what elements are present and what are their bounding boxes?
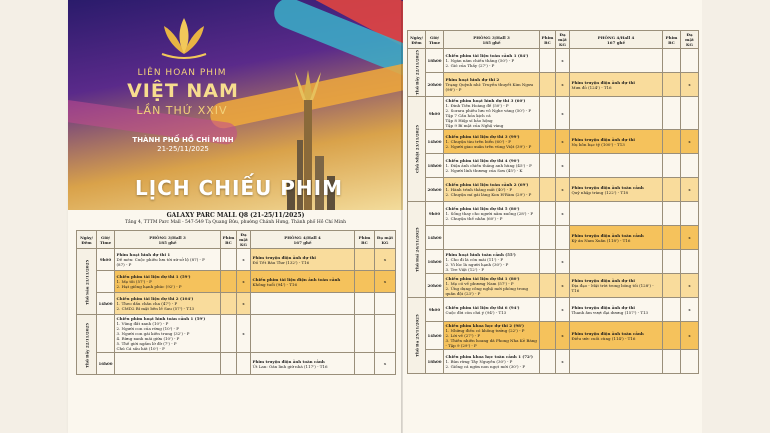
time-cell: 20h00	[426, 274, 444, 298]
hall3-bc-cell	[540, 130, 556, 154]
hall4-program-cell	[570, 73, 663, 97]
hall4-program-cell	[570, 250, 663, 274]
time-cell: 9h00	[426, 97, 444, 130]
day-cell: Thứ Sáu 21/11/2025	[77, 249, 97, 315]
program-title: Chiếu phim tài liệu dự thi 6 (94')	[445, 304, 520, 310]
hall4-bc-cell	[663, 202, 681, 226]
hall3-program-cell	[444, 178, 540, 202]
time-cell: 9h00	[426, 298, 444, 322]
hall3-bc-cell	[540, 250, 556, 274]
hall3-program-cell	[444, 322, 540, 350]
day-cell: Thứ Bảy 22/11/2025	[408, 49, 426, 97]
hall3-bc-cell	[221, 353, 237, 375]
hall3-bc-cell	[540, 322, 556, 350]
program-title: Phim truyện điện ảnh toàn cảnh	[571, 330, 644, 336]
hall3-kg-cell: x	[556, 298, 570, 322]
hall4-program-cell	[570, 298, 663, 322]
hall4-kg-cell	[681, 250, 699, 274]
program-title: Phim hoạt hình dự thi 1	[116, 252, 171, 257]
hall3-kg-cell: x	[556, 350, 570, 374]
header-hall3: PHÒNG 3/Hall 3 185 ghế	[115, 231, 221, 249]
header-hall4: PHÒNG 4/Hall 4 167 ghế	[570, 31, 663, 49]
film-entry: 2. Hạt giống hạnh phúc (92') - P	[116, 284, 182, 289]
table-row	[408, 97, 699, 130]
table-row	[408, 250, 699, 274]
film-entry: 2. Người con của rừng (10') - P	[116, 326, 179, 331]
day-cell: Thứ Hai 24/11/2025	[408, 202, 426, 298]
hall4-kg-cell: x	[681, 73, 699, 97]
table-row	[408, 49, 699, 73]
hall3-program-cell	[444, 97, 540, 130]
time-cell: 18h00	[426, 350, 444, 374]
header-day: Ngày/ Đêm	[408, 31, 426, 49]
time-cell: 18h00	[426, 154, 444, 178]
hall4-bc-cell	[663, 178, 681, 202]
hall4-program-cell	[570, 322, 663, 350]
film-entry: Địa đạo - Mặt trời trong bóng tối (128') - T16	[571, 283, 654, 294]
program-title: Phim truyện điện ảnh toàn cảnh	[571, 184, 644, 190]
film-entry: 3. Tre Việt (12') - P	[445, 266, 485, 272]
hall4-bc-cell	[663, 322, 681, 350]
schedule-body-right	[408, 49, 699, 374]
header-bc: Phim BC	[355, 231, 375, 249]
film-entry: 2. Người giao xuân trên vùng Việt (39') - P	[445, 144, 532, 150]
hall4-kg-cell: x	[681, 298, 699, 322]
hall3-bc-cell	[540, 274, 556, 298]
header-time: Giờ/ Time	[426, 31, 444, 49]
table-header-row	[408, 31, 699, 49]
hall4-bc-cell	[663, 250, 681, 274]
film-entry: 1. Theo dấu chân cha (47') - P	[116, 301, 178, 306]
hall4-kg-cell	[375, 293, 396, 315]
hall3-bc-cell	[540, 350, 556, 374]
table-row	[408, 202, 699, 226]
festival-city: THÀNH PHỐ HỒ CHÍ MINH	[132, 136, 234, 144]
program-title: Chiếu phim tài liệu toàn cảnh 2 (69')	[445, 182, 529, 188]
day-cell: Chủ Nhật 23/11/2025	[408, 97, 426, 202]
hall4-kg-cell: x	[681, 178, 699, 202]
hall4-bc-cell	[663, 298, 681, 322]
schedule-body-left	[77, 249, 396, 375]
hall3-kg-cell: x	[556, 250, 570, 274]
header-bc: Phim BC	[540, 31, 556, 49]
time-cell: 14h00	[426, 226, 444, 250]
hall3-program-cell	[444, 350, 540, 374]
film-entry: 1. Cho đi là còn mãi (11') - P	[445, 256, 504, 262]
hall4-bc-cell	[355, 271, 375, 293]
hall3-bc-cell	[540, 49, 556, 73]
hall3-program-cell	[444, 298, 540, 322]
hall4-kg-cell: x	[375, 271, 396, 293]
film-entry: Út Lan: Oán linh giữ nhà (117') - T16	[252, 363, 328, 369]
table-row	[77, 293, 396, 315]
hall3-bc-cell	[540, 154, 556, 178]
hall3-kg-cell: x	[556, 97, 570, 130]
hall4-program-cell	[570, 274, 663, 298]
hall4-program-cell	[570, 226, 663, 250]
festival-poster	[68, 0, 403, 210]
hall3-program-cell	[444, 274, 540, 298]
hall4-bc-cell	[355, 293, 375, 315]
hall4-program-cell	[570, 49, 663, 73]
film-entry: 5. Thế giới ngầm lờ đờ (7') - P	[116, 341, 177, 346]
hall4-bc-cell	[663, 73, 681, 97]
header-day: Ngày/ Đêm	[77, 231, 97, 249]
program-title: Chiếu phim tài liệu dự thi 4 (90')	[445, 158, 520, 164]
time-cell: 20h00	[426, 73, 444, 97]
hall3-bc-cell	[221, 293, 237, 315]
program-title: Phim hoạt hình dự thi 2	[445, 77, 500, 83]
hall3-program-cell	[115, 315, 221, 353]
program-title: Phim truyện điện ảnh dự thi	[252, 254, 316, 260]
hall3-kg-cell: x	[556, 154, 570, 178]
film-entry: 1. Sống thay cho người nằm xuống (28') - P	[445, 211, 534, 217]
film-entry: 1. Chuyện tàu trên biển (60') - P	[445, 139, 511, 145]
hall3-kg-cell	[556, 226, 570, 250]
header-kg: Đạ mặt KG	[375, 231, 396, 249]
hall4-program-cell	[251, 293, 355, 315]
table-row	[408, 350, 699, 374]
program-title: Chiếu phim tài liệu dự thi 1 (80')	[445, 275, 520, 281]
film-entry: 2. CMD2 Bí mật bên lề Sau (57') - T13	[116, 306, 195, 311]
hall3-program-cell	[444, 130, 540, 154]
hall4-program-cell	[251, 249, 355, 271]
hall3-bc-cell	[540, 298, 556, 322]
hall3-kg-cell: x	[556, 274, 570, 298]
header-bc: Phim BC	[221, 231, 237, 249]
film-entry: Thanh âm vượt đại dương (157') - T13	[571, 309, 649, 315]
hall4-bc-cell	[663, 154, 681, 178]
hall3-kg-cell: x	[237, 271, 251, 293]
film-entry: 2. Gió của Thầy (27') - P	[445, 63, 495, 69]
hall4-kg-cell	[681, 154, 699, 178]
header-kg: Đạ mặt KG	[237, 231, 251, 249]
hall3-kg-cell: x	[556, 130, 570, 154]
film-entry: 1. Vũng đất xanh (10') - P	[116, 321, 169, 326]
right-page	[403, 0, 702, 433]
table-row	[408, 298, 699, 322]
hall3-bc-cell	[221, 249, 237, 271]
program-title: Phim truyện điện ảnh toàn cảnh	[252, 358, 325, 364]
hall3-bc-cell	[221, 271, 237, 293]
hall4-program-cell	[251, 353, 355, 375]
hall4-kg-cell	[681, 202, 699, 226]
hall3-program-cell	[115, 353, 221, 375]
time-cell: 18h00	[426, 49, 444, 73]
header-time: Giờ/ Time	[97, 231, 115, 249]
festival-edition: LẦN THỨ XXIV	[136, 104, 228, 117]
left-page	[68, 0, 403, 433]
program-title: Phim truyện điện ảnh dự thi	[571, 304, 635, 310]
hall4-kg-cell: x	[375, 249, 396, 271]
hall4-program-cell	[570, 202, 663, 226]
film-entry: 1. Mẹ tôi (57') - P	[116, 279, 152, 284]
hall3-bc-cell	[540, 73, 556, 97]
time-cell: 9h00	[426, 202, 444, 226]
table-row	[77, 315, 396, 353]
hall3-program-cell	[115, 271, 221, 293]
film-entry: 1. Đinh Tiên Hoàng đế (50') - P	[445, 103, 509, 109]
hall4-bc-cell	[355, 353, 375, 375]
program-title: Phim truyện điện ảnh dự thi	[571, 79, 635, 85]
program-title: Chiếu phim tài liệu dự thi 3 (99')	[445, 134, 520, 140]
time-cell: 14h00	[426, 322, 444, 350]
table-row	[408, 274, 699, 298]
hall3-kg-cell: x	[237, 293, 251, 315]
lotus-logo-icon	[156, 14, 212, 60]
header-kg: Đạ mặt KG	[556, 31, 570, 49]
film-entry: Kỳ án Nam Xuân (118') - T16	[571, 237, 631, 243]
film-entry: 2. Vì lúc là người hạnh (30') - P	[445, 261, 509, 267]
film-entry: Tập 8 Hiệp sĩ bảo hộng	[445, 118, 493, 124]
header-kg: Đạ mặt KG	[681, 31, 699, 49]
film-entry: 4. Rừng xanh mãi giữa (10') - P	[116, 336, 180, 341]
hall4-program-cell	[570, 130, 663, 154]
program-title: Chiếu phim khoa học toàn cảnh 1 (72')	[445, 354, 533, 360]
film-entry: Trạng Quỳnh nhí: Truyền thuyết Kim Ngưu (98') - P	[445, 82, 534, 93]
film-entry: Cuộc đời còn chú ý (94') - T13	[445, 309, 507, 315]
header-hall3: PHÒNG 3/Hall 3 185 ghế	[444, 31, 540, 49]
hall4-kg-cell: x	[375, 353, 396, 375]
schedule-table-left	[76, 230, 396, 375]
program-title: Chiếu phim tài liệu điện ảnh toàn cảnh	[252, 276, 341, 282]
hall3-kg-cell: x	[556, 202, 570, 226]
hall4-program-cell	[251, 271, 355, 293]
film-entry: 1. Ngàn năm chiến thắng (50') - P	[445, 58, 515, 64]
hall3-bc-cell	[540, 178, 556, 202]
table-row	[408, 226, 699, 250]
time-cell	[97, 271, 115, 293]
film-entry: 3. Thiên nhiên hoang dã Phong Nha Kẻ Bàng - Tập 9 (29') - P	[445, 338, 537, 349]
hall3-program-cell	[115, 293, 221, 315]
film-entry: 2. Người lính thương của Sơn (45') - K	[445, 168, 523, 174]
program-title: Chiếu phim tài liệu dự thi 5 (80')	[445, 206, 520, 212]
venue-address: Tầng 4, TTTM Parc Mall - 547-549 Tạ Quang Bửu, phường Chánh Hưng, Thành phố Hồ Chí Minh	[125, 220, 346, 225]
program-title: Chiếu phim hoạt hình dự thi 3 (60')	[445, 98, 526, 104]
film-entry: Đồ Tết Báu Thư (132') - T16	[252, 259, 310, 265]
time-cell: 14h00	[97, 293, 115, 315]
hall3-program-cell	[115, 249, 221, 271]
program-title: Chiếu phim tài liệu dự thi 1 (59')	[116, 274, 191, 279]
hall3-program-cell	[444, 226, 540, 250]
program-title: Phim truyện điện ảnh dự thi	[571, 278, 635, 284]
program-title: Phim truyện điện ảnh toàn cảnh	[571, 232, 644, 238]
film-entry: Không tuổi (94') - T16	[252, 281, 298, 287]
time-cell: 14h00	[426, 130, 444, 154]
table-row	[408, 73, 699, 97]
hall4-kg-cell	[375, 315, 396, 353]
film-entry: 2. Sorara phiêu lưu vô Nghe vàng (50') - P	[445, 108, 532, 114]
hall3-bc-cell	[540, 202, 556, 226]
time-cell	[97, 315, 115, 353]
hall4-bc-cell	[663, 97, 681, 130]
film-entry: Tập 9 Bí mật của Nghệ vàng	[445, 123, 504, 129]
film-entry: Tập 7 Cấu hỏa kịch cá	[445, 113, 491, 119]
film-entry: 2. Ứng dụng công nghệ mới phòng trong quân đội (23') - P	[445, 285, 529, 296]
schedule-title: LỊCH CHIẾU PHIM	[134, 176, 344, 200]
hall3-kg-cell: x	[237, 315, 251, 353]
hall3-kg-cell: x	[556, 322, 570, 350]
hall3-kg-cell: x	[556, 49, 570, 73]
festival-name-line2: VIỆT NAM	[127, 80, 239, 102]
hall4-kg-cell: x	[681, 226, 699, 250]
film-entry: 1. Những điều có không tưởng (22') - P	[445, 328, 525, 334]
time-cell: 16h00	[426, 250, 444, 274]
film-entry: 3. Người con gái kiên trung (32') - P	[116, 331, 190, 336]
hall4-bc-cell	[663, 49, 681, 73]
hall3-kg-cell: x	[556, 73, 570, 97]
hall4-bc-cell	[663, 274, 681, 298]
film-entry: Điều ước cuối cùng (114') - T16	[571, 335, 636, 341]
program-title: Chiếu phim hoạt hình toàn cảnh 1 (59')	[116, 316, 206, 321]
program-title: Chiếu phim tài liệu dự thi 2 (104')	[116, 296, 194, 301]
hall4-bc-cell	[355, 249, 375, 271]
time-cell: 9h00	[97, 249, 115, 271]
hall3-kg-cell: x	[237, 249, 251, 271]
hall4-program-cell	[570, 178, 663, 202]
table-row	[408, 130, 699, 154]
program-title: Phim truyện điện ảnh dự thi	[571, 136, 635, 142]
hall3-program-cell	[444, 73, 540, 97]
header-bc: Phim BC	[663, 31, 681, 49]
film-entry: 1. Mẹ có về phương Nam (57') - P	[445, 280, 514, 286]
film-entry: 2. Chuyện mí gái làng Kon H'Ràm (29') - P	[445, 192, 532, 198]
hall3-bc-cell	[221, 315, 237, 353]
film-entry: 1. Bùn rừng Tây Nguyên (30') - P	[445, 359, 513, 365]
hall4-kg-cell	[681, 350, 699, 374]
hall3-bc-cell	[540, 97, 556, 130]
film-entry: 2. Chuyện thế nhân (60') - P	[445, 216, 503, 222]
hall4-program-cell	[570, 97, 663, 130]
film-entry: 1. Điện ảnh chiến thắng anh hùng (45') - P	[445, 163, 532, 169]
hall3-program-cell	[444, 202, 540, 226]
hall3-kg-cell: x	[556, 178, 570, 202]
hall4-program-cell	[570, 350, 663, 374]
table-row	[77, 271, 396, 293]
day-cell: Thứ Ba 25/11/2025	[408, 298, 426, 374]
program-title: Phim hoạt hình toàn cảnh (55')	[445, 251, 516, 257]
table-row	[408, 154, 699, 178]
table-row	[408, 178, 699, 202]
hall4-bc-cell	[355, 315, 375, 353]
table-row	[408, 322, 699, 350]
hall4-bc-cell	[663, 226, 681, 250]
hall4-program-cell	[251, 315, 355, 353]
hall4-kg-cell: x	[681, 322, 699, 350]
festival-name-line1: LIÊN HOAN PHIM	[137, 68, 227, 78]
hall4-kg-cell	[681, 97, 699, 130]
film-entry: (87) - P	[116, 262, 132, 267]
hall3-bc-cell	[540, 226, 556, 250]
film-entry: Nụ hôn bạc tỷ (100') - T13	[571, 141, 625, 147]
film-entry: Chú Cá sấu hát (10') - P	[116, 346, 165, 351]
film-entry: 1. Hành trình thắng mắt (40') - P	[445, 187, 513, 193]
film-entry: Mưa đỏ (124') - T16	[571, 84, 612, 90]
program-title: Chiếu phim tài liệu toàn cảnh 1 (84')	[445, 53, 529, 59]
hall3-program-cell	[444, 49, 540, 73]
table-row	[77, 353, 396, 375]
table-row	[77, 249, 396, 271]
table-header-row	[77, 231, 396, 249]
hall3-kg-cell	[237, 353, 251, 375]
film-entry: 2. Lời về (27') - P	[445, 333, 481, 339]
hall4-program-cell	[570, 154, 663, 178]
hall3-program-cell	[444, 250, 540, 274]
hall4-kg-cell: x	[681, 130, 699, 154]
film-entry: Dế mèn: Cuộc phiêu lưu tới xứ sở lộ (87) - P	[116, 257, 205, 262]
program-title: Chiếu phim khoa học dự thi 2 (98')	[445, 323, 525, 329]
hall4-bc-cell	[663, 350, 681, 374]
hall3-program-cell	[444, 154, 540, 178]
festival-dates: 21-25/11/2025	[157, 145, 209, 153]
day-cell: Thứ Bảy 22/11/2025	[77, 315, 97, 375]
schedule-table-right	[407, 30, 699, 374]
hall4-kg-cell: x	[681, 274, 699, 298]
hall4-kg-cell	[681, 49, 699, 73]
hall4-bc-cell	[663, 130, 681, 154]
venue-name: GALAXY PARC MALL Q8 (21-25/11/2025)	[166, 212, 305, 219]
film-entry: Quỷ nhập tràng (122') - T18	[571, 189, 629, 195]
time-cell: 16h00	[97, 353, 115, 375]
time-cell: 20h00	[426, 178, 444, 202]
header-hall4: PHÒNG 4/Hall 4 167 ghế	[251, 231, 355, 249]
film-entry: 2. Giống cá ngừa non ngọt mới (30') - P	[445, 364, 526, 370]
